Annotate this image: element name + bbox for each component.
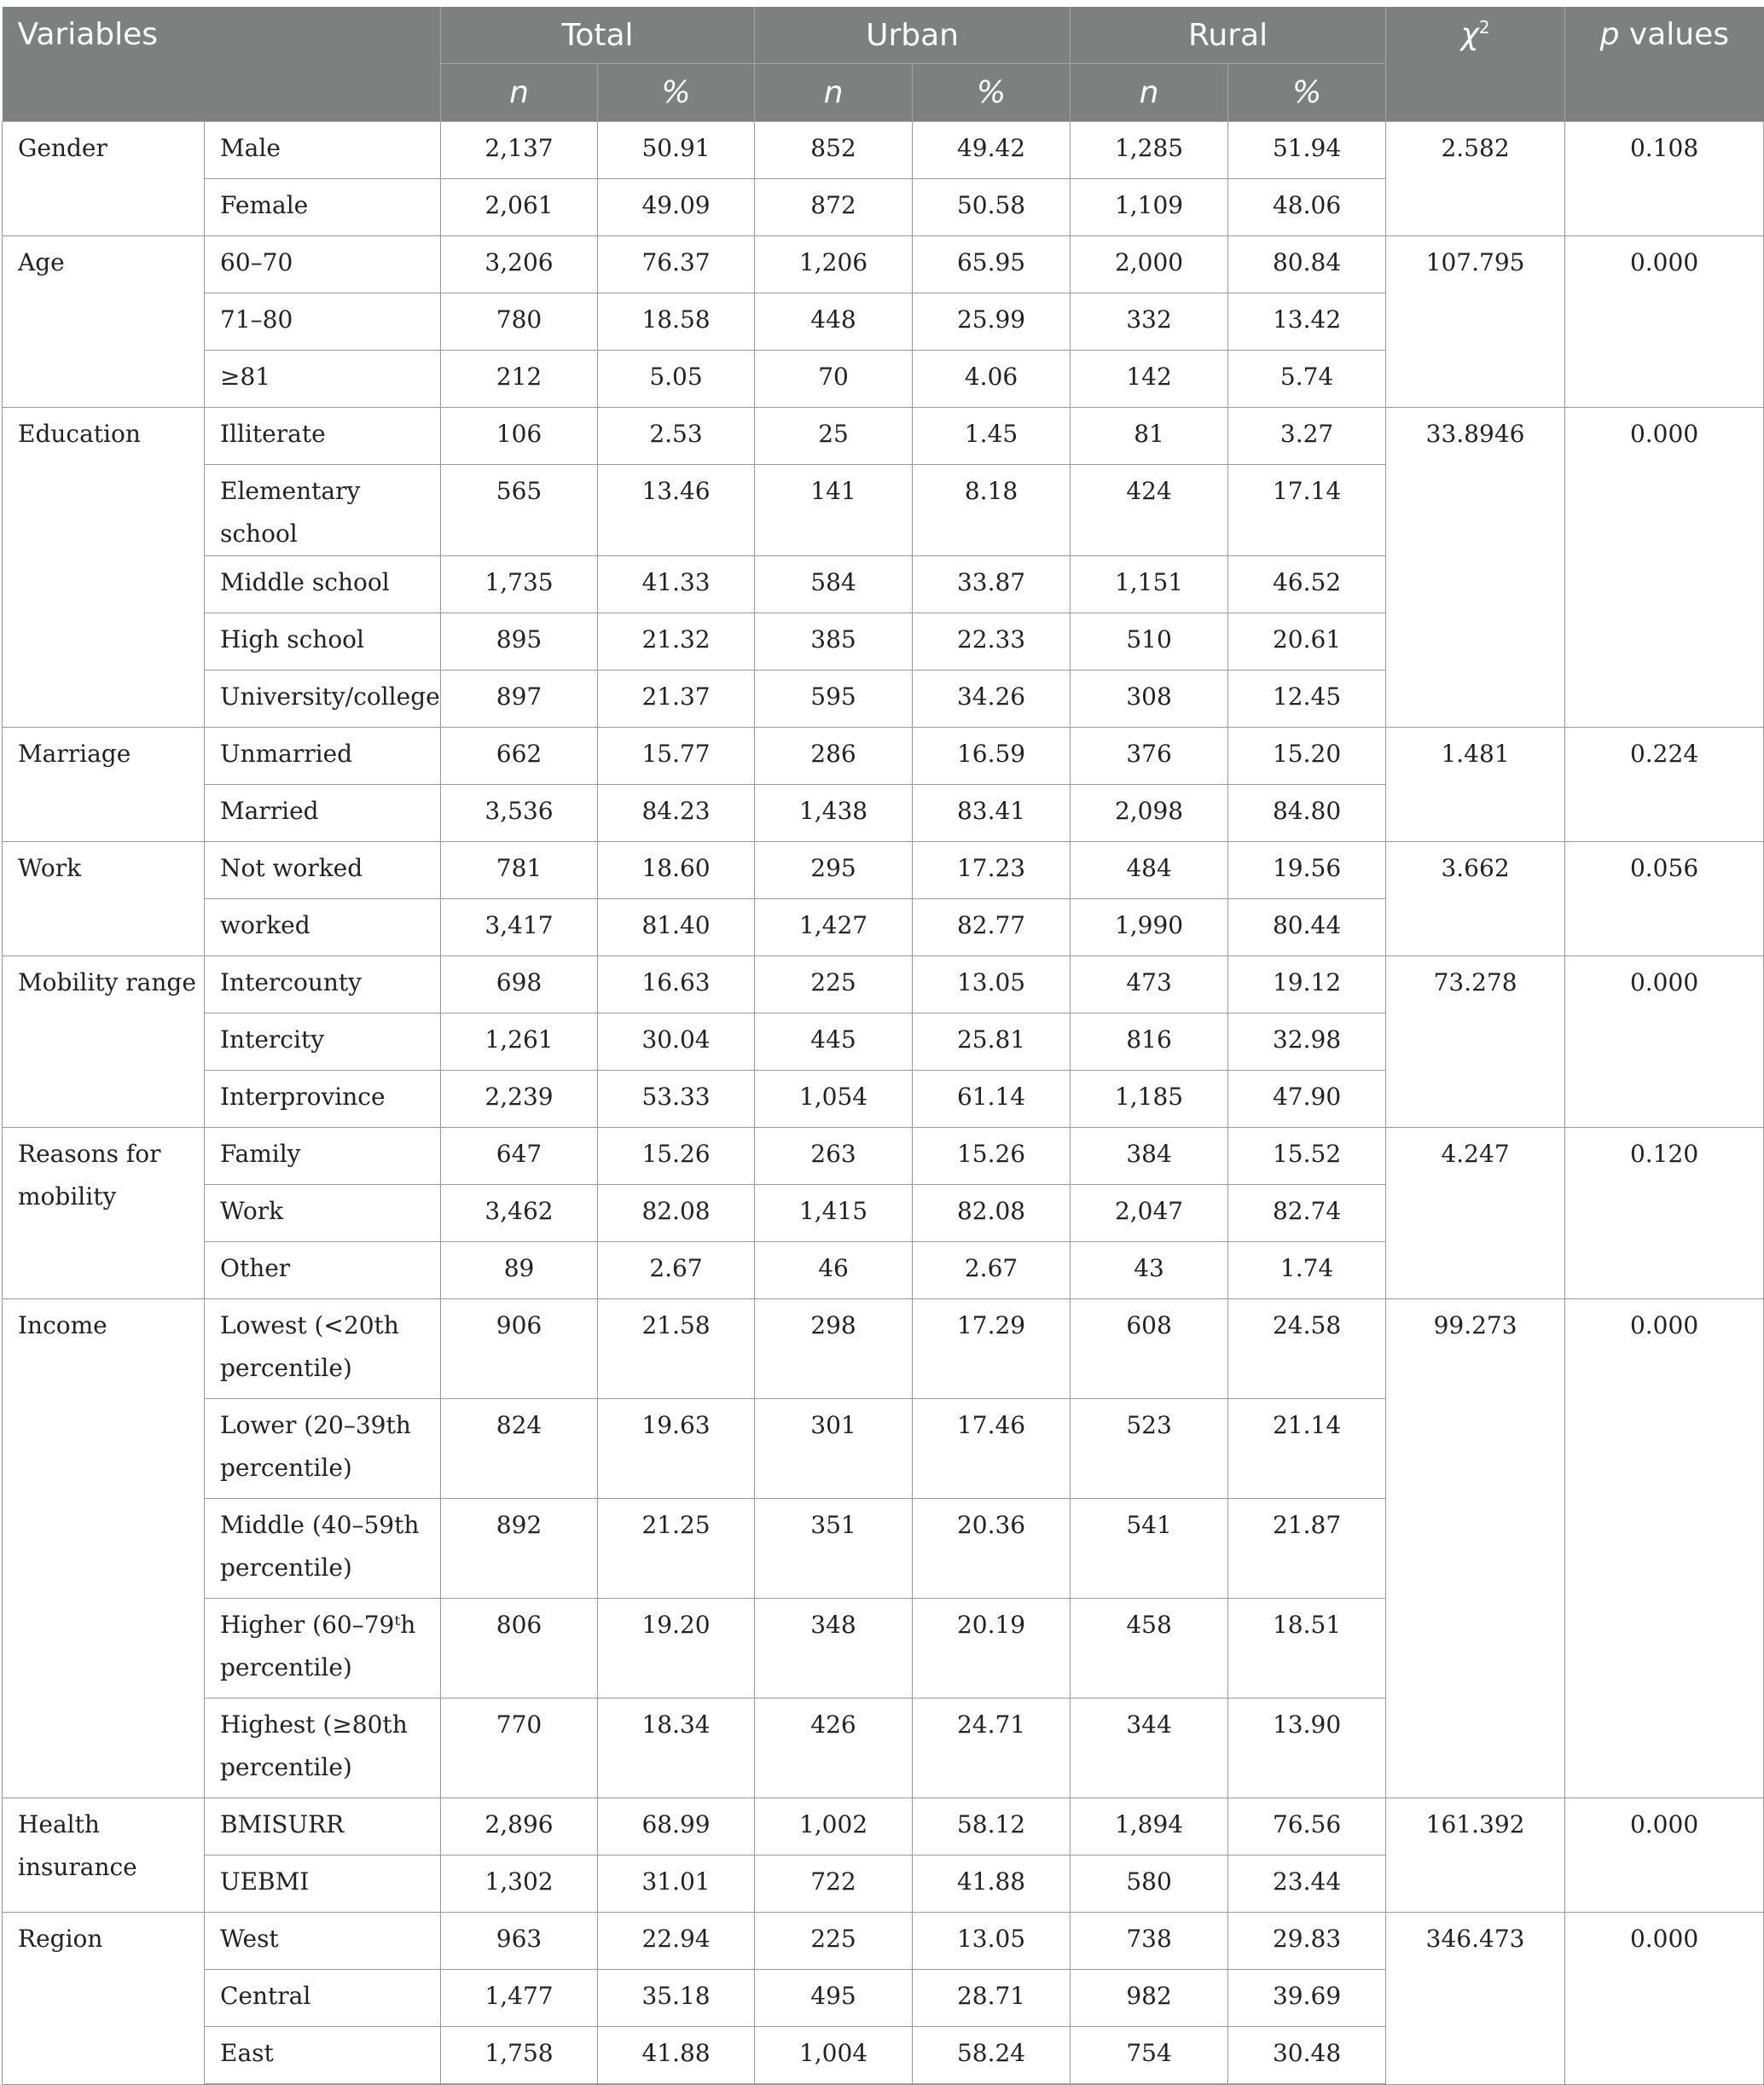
- cell-total-pct: 53.33: [598, 1071, 755, 1128]
- cell-chi-square: 99.273: [1386, 1299, 1565, 1798]
- header-sub-urban-pct: %: [913, 64, 1071, 122]
- variable-level-label: BMISURR: [205, 1798, 441, 1856]
- cell-total-n: 963: [441, 1913, 598, 1970]
- variable-group-name: Gender: [3, 122, 205, 236]
- cell-urban-n: 595: [755, 671, 913, 728]
- cell-urban-n: 445: [755, 1013, 913, 1071]
- cell-urban-n: 351: [755, 1499, 913, 1599]
- variable-level-label: Lower (20–39th percentile): [205, 1399, 441, 1499]
- variable-group-name: Marriage: [3, 728, 205, 842]
- cell-urban-pct: 28.71: [913, 1970, 1071, 2027]
- table-row: [3, 236, 1764, 293]
- cell-total-pct: 18.60: [598, 842, 755, 899]
- cell-total-pct: 21.32: [598, 613, 755, 671]
- cell-urban-n: 70: [755, 351, 913, 408]
- cell-rural-pct: 19.56: [1228, 842, 1386, 899]
- cell-rural-n: 484: [1071, 842, 1228, 899]
- cell-rural-n: 376: [1071, 728, 1228, 785]
- cell-urban-n: 1,415: [755, 1185, 913, 1242]
- cell-urban-pct: 4.06: [913, 351, 1071, 408]
- variable-level-label: Not worked: [205, 842, 441, 899]
- cell-chi-square: 346.473: [1386, 1913, 1565, 2085]
- cell-total-n: 565: [441, 465, 598, 556]
- cell-chi-square: 33.8946: [1386, 408, 1565, 728]
- cell-rural-n: 458: [1071, 1599, 1228, 1699]
- cell-rural-n: 510: [1071, 613, 1228, 671]
- table-body: [3, 122, 1764, 2085]
- cell-rural-n: 81: [1071, 408, 1228, 465]
- cell-urban-pct: 58.24: [913, 2027, 1071, 2085]
- variable-level-label: Work: [205, 1185, 441, 1242]
- cell-urban-n: 872: [755, 179, 913, 236]
- cell-urban-pct: 49.42: [913, 122, 1071, 179]
- cell-rural-pct: 30.48: [1228, 2027, 1386, 2085]
- header-variables: Variables: [3, 7, 441, 122]
- cell-total-pct: 30.04: [598, 1013, 755, 1071]
- cell-urban-pct: 25.81: [913, 1013, 1071, 1071]
- variable-level-label: High school: [205, 613, 441, 671]
- cell-total-pct: 22.94: [598, 1913, 755, 1970]
- cell-chi-square: 73.278: [1386, 956, 1565, 1128]
- variable-group-name: Income: [3, 1299, 205, 1798]
- cell-urban-n: 225: [755, 1913, 913, 1970]
- header-p-values: [1565, 7, 1764, 122]
- table-row: [3, 1299, 1764, 1399]
- variable-level-label: Interprovince: [205, 1071, 441, 1128]
- cell-rural-pct: 51.94: [1228, 122, 1386, 179]
- cell-rural-n: 308: [1071, 671, 1228, 728]
- cell-urban-n: 495: [755, 1970, 913, 2027]
- cell-total-n: 895: [441, 613, 598, 671]
- cell-chi-square: 4.247: [1386, 1128, 1565, 1299]
- cell-rural-pct: 20.61: [1228, 613, 1386, 671]
- cell-total-n: 2,239: [441, 1071, 598, 1128]
- cell-rural-n: 1,990: [1071, 899, 1228, 956]
- cell-urban-pct: 17.46: [913, 1399, 1071, 1499]
- variable-group-name: Mobility range: [3, 956, 205, 1128]
- p-symbol: p: [1599, 17, 1620, 52]
- cell-urban-n: 298: [755, 1299, 913, 1399]
- cell-chi-square: 3.662: [1386, 842, 1565, 956]
- cell-urban-n: 722: [755, 1856, 913, 1913]
- cell-rural-pct: 24.58: [1228, 1299, 1386, 1399]
- cell-rural-pct: 76.56: [1228, 1798, 1386, 1856]
- cell-chi-square: 161.392: [1386, 1798, 1565, 1913]
- cell-total-pct: 21.25: [598, 1499, 755, 1599]
- cell-urban-pct: 15.26: [913, 1128, 1071, 1185]
- header-sub-total-n: n: [441, 64, 598, 122]
- variable-level-label: Intercounty: [205, 956, 441, 1013]
- cell-urban-n: 1,002: [755, 1798, 913, 1856]
- variable-level-label: Other: [205, 1242, 441, 1299]
- cell-urban-pct: 2.67: [913, 1242, 1071, 1299]
- cell-rural-n: 754: [1071, 2027, 1228, 2085]
- variable-level-label: Highest (≥80th percentile): [205, 1699, 441, 1798]
- cell-total-pct: 68.99: [598, 1798, 755, 1856]
- header-sub-rural-pct: %: [1228, 64, 1386, 122]
- cell-rural-pct: 13.90: [1228, 1699, 1386, 1798]
- cell-rural-n: 816: [1071, 1013, 1228, 1071]
- variable-level-label: Elementary school: [205, 465, 441, 556]
- variable-level-label: Middle (40–59th percentile): [205, 1499, 441, 1599]
- cell-rural-pct: 47.90: [1228, 1071, 1386, 1128]
- table-row: [3, 956, 1764, 1013]
- cell-total-n: 770: [441, 1699, 598, 1798]
- variable-level-label: University/college: [205, 671, 441, 728]
- cell-urban-n: 46: [755, 1242, 913, 1299]
- cell-total-n: 662: [441, 728, 598, 785]
- cell-urban-pct: 16.59: [913, 728, 1071, 785]
- cell-total-pct: 49.09: [598, 179, 755, 236]
- cell-urban-n: 1,004: [755, 2027, 913, 2085]
- variable-level-label: 71–80: [205, 293, 441, 351]
- header-sub-total-pct: %: [598, 64, 755, 122]
- cell-total-pct: 18.58: [598, 293, 755, 351]
- cell-urban-pct: 65.95: [913, 236, 1071, 293]
- cell-total-pct: 2.67: [598, 1242, 755, 1299]
- variable-level-label: West: [205, 1913, 441, 1970]
- cell-rural-pct: 80.44: [1228, 899, 1386, 956]
- cell-urban-n: 1,427: [755, 899, 913, 956]
- cell-p-value: 0.000: [1565, 1913, 1764, 2085]
- cell-total-pct: 31.01: [598, 1856, 755, 1913]
- cell-total-pct: 5.05: [598, 351, 755, 408]
- cell-urban-n: 301: [755, 1399, 913, 1499]
- cell-urban-pct: 20.19: [913, 1599, 1071, 1699]
- cell-rural-pct: 84.80: [1228, 785, 1386, 842]
- cell-urban-pct: 22.33: [913, 613, 1071, 671]
- cell-p-value: 0.224: [1565, 728, 1764, 842]
- cell-urban-pct: 17.23: [913, 842, 1071, 899]
- variable-group-name: Work: [3, 842, 205, 956]
- cell-chi-square: 1.481: [1386, 728, 1565, 842]
- variable-level-label: East: [205, 2027, 441, 2085]
- cell-total-n: 106: [441, 408, 598, 465]
- cell-total-n: 1,477: [441, 1970, 598, 2027]
- variable-level-label: Married: [205, 785, 441, 842]
- cell-p-value: 0.000: [1565, 408, 1764, 728]
- variable-group-name: Reasons for mobility: [3, 1128, 205, 1299]
- cell-urban-pct: 24.71: [913, 1699, 1071, 1798]
- cell-rural-n: 608: [1071, 1299, 1228, 1399]
- cell-rural-n: 473: [1071, 956, 1228, 1013]
- cell-urban-n: 1,206: [755, 236, 913, 293]
- cell-urban-pct: 17.29: [913, 1299, 1071, 1399]
- variable-group-name: Health insurance: [3, 1798, 205, 1913]
- cell-total-pct: 2.53: [598, 408, 755, 465]
- table-row: [3, 1798, 1764, 1856]
- cell-total-pct: 18.34: [598, 1699, 755, 1798]
- cell-rural-pct: 21.87: [1228, 1499, 1386, 1599]
- cell-total-pct: 15.26: [598, 1128, 755, 1185]
- variable-level-label: Lowest (<20th percentile): [205, 1299, 441, 1399]
- header-group-urban: Urban: [755, 7, 1071, 64]
- cell-rural-n: 1,894: [1071, 1798, 1228, 1856]
- table-row: [3, 1128, 1764, 1185]
- cell-total-n: 897: [441, 671, 598, 728]
- cell-total-pct: 82.08: [598, 1185, 755, 1242]
- cell-urban-n: 225: [755, 956, 913, 1013]
- table-row: [3, 842, 1764, 899]
- cell-chi-square: 2.582: [1386, 122, 1565, 236]
- cell-rural-n: 1,109: [1071, 179, 1228, 236]
- cell-urban-pct: 41.88: [913, 1856, 1071, 1913]
- cell-urban-n: 385: [755, 613, 913, 671]
- variable-level-label: ≥81: [205, 351, 441, 408]
- cell-rural-n: 2,098: [1071, 785, 1228, 842]
- cell-rural-pct: 32.98: [1228, 1013, 1386, 1071]
- cell-rural-n: 344: [1071, 1699, 1228, 1798]
- cell-rural-pct: 19.12: [1228, 956, 1386, 1013]
- cell-p-value: 0.000: [1565, 236, 1764, 408]
- cell-rural-pct: 46.52: [1228, 556, 1386, 613]
- cell-rural-n: 541: [1071, 1499, 1228, 1599]
- variable-level-label: Middle school: [205, 556, 441, 613]
- cell-rural-n: 2,047: [1071, 1185, 1228, 1242]
- cell-total-n: 647: [441, 1128, 598, 1185]
- cell-total-pct: 21.37: [598, 671, 755, 728]
- cell-total-pct: 21.58: [598, 1299, 755, 1399]
- cell-rural-pct: 5.74: [1228, 351, 1386, 408]
- cell-urban-n: 141: [755, 465, 913, 556]
- cell-rural-n: 982: [1071, 1970, 1228, 2027]
- cell-total-pct: 41.88: [598, 2027, 755, 2085]
- cell-total-n: 806: [441, 1599, 598, 1699]
- cell-total-n: 2,896: [441, 1798, 598, 1856]
- cell-total-n: 698: [441, 956, 598, 1013]
- cell-total-pct: 19.63: [598, 1399, 755, 1499]
- cell-rural-n: 43: [1071, 1242, 1228, 1299]
- cell-total-n: 1,261: [441, 1013, 598, 1071]
- cell-rural-pct: 39.69: [1228, 1970, 1386, 2027]
- cell-total-pct: 35.18: [598, 1970, 755, 2027]
- cell-urban-n: 295: [755, 842, 913, 899]
- cell-rural-pct: 18.51: [1228, 1599, 1386, 1699]
- header-sub-urban-n: n: [755, 64, 913, 122]
- header-group-total: Total: [441, 7, 755, 64]
- variable-level-label: Illiterate: [205, 408, 441, 465]
- cell-p-value: 0.108: [1565, 122, 1764, 236]
- cell-urban-pct: 20.36: [913, 1499, 1071, 1599]
- cell-rural-pct: 82.74: [1228, 1185, 1386, 1242]
- cell-total-n: 3,462: [441, 1185, 598, 1242]
- cell-rural-n: 1,185: [1071, 1071, 1228, 1128]
- variable-level-label: Family: [205, 1128, 441, 1185]
- cell-urban-pct: 25.99: [913, 293, 1071, 351]
- cell-rural-n: 523: [1071, 1399, 1228, 1499]
- cell-total-n: 1,735: [441, 556, 598, 613]
- variable-level-label: 60–70: [205, 236, 441, 293]
- table-row: [3, 122, 1764, 179]
- chi-symbol: χ: [1460, 17, 1479, 52]
- cell-urban-pct: 1.45: [913, 408, 1071, 465]
- cell-chi-square: 107.795: [1386, 236, 1565, 408]
- cell-total-n: 89: [441, 1242, 598, 1299]
- cell-urban-pct: 33.87: [913, 556, 1071, 613]
- cell-urban-pct: 83.41: [913, 785, 1071, 842]
- data-table-container: [2, 7, 1763, 2085]
- cell-total-n: 824: [441, 1399, 598, 1499]
- demographics-table: [2, 7, 1764, 2085]
- cell-p-value: 0.056: [1565, 842, 1764, 956]
- header-sub-rural-n: n: [1071, 64, 1228, 122]
- cell-rural-pct: 1.74: [1228, 1242, 1386, 1299]
- cell-urban-pct: 82.77: [913, 899, 1071, 956]
- table-row: [3, 728, 1764, 785]
- cell-total-pct: 41.33: [598, 556, 755, 613]
- variable-level-label: Male: [205, 122, 441, 179]
- cell-rural-n: 424: [1071, 465, 1228, 556]
- variable-level-label: Central: [205, 1970, 441, 2027]
- variable-level-label: Higher (60–79ᵗh percentile): [205, 1599, 441, 1699]
- cell-urban-pct: 61.14: [913, 1071, 1071, 1128]
- cell-total-n: 906: [441, 1299, 598, 1399]
- cell-total-n: 780: [441, 293, 598, 351]
- cell-rural-pct: 29.83: [1228, 1913, 1386, 1970]
- variable-group-name: Age: [3, 236, 205, 408]
- cell-total-n: 3,417: [441, 899, 598, 956]
- cell-rural-pct: 23.44: [1228, 1856, 1386, 1913]
- cell-rural-n: 580: [1071, 1856, 1228, 1913]
- cell-p-value: 0.120: [1565, 1128, 1764, 1299]
- cell-rural-pct: 80.84: [1228, 236, 1386, 293]
- cell-rural-pct: 12.45: [1228, 671, 1386, 728]
- cell-total-pct: 81.40: [598, 899, 755, 956]
- cell-rural-n: 738: [1071, 1913, 1228, 1970]
- cell-total-n: 781: [441, 842, 598, 899]
- table-row: [3, 1913, 1764, 1970]
- variable-level-label: Female: [205, 179, 441, 236]
- cell-rural-pct: 48.06: [1228, 179, 1386, 236]
- variable-level-label: worked: [205, 899, 441, 956]
- cell-urban-pct: 13.05: [913, 956, 1071, 1013]
- cell-total-pct: 16.63: [598, 956, 755, 1013]
- cell-rural-pct: 15.52: [1228, 1128, 1386, 1185]
- cell-urban-n: 1,438: [755, 785, 913, 842]
- cell-rural-pct: 15.20: [1228, 728, 1386, 785]
- cell-total-pct: 76.37: [598, 236, 755, 293]
- table-row: [3, 408, 1764, 465]
- cell-urban-n: 584: [755, 556, 913, 613]
- cell-urban-n: 25: [755, 408, 913, 465]
- cell-urban-pct: 82.08: [913, 1185, 1071, 1242]
- cell-urban-n: 348: [755, 1599, 913, 1699]
- cell-total-n: 2,061: [441, 179, 598, 236]
- cell-urban-pct: 58.12: [913, 1798, 1071, 1856]
- cell-total-n: 3,206: [441, 236, 598, 293]
- cell-urban-pct: 8.18: [913, 465, 1071, 556]
- cell-rural-n: 332: [1071, 293, 1228, 351]
- cell-rural-n: 142: [1071, 351, 1228, 408]
- variable-level-label: Unmarried: [205, 728, 441, 785]
- cell-total-pct: 19.20: [598, 1599, 755, 1699]
- cell-urban-pct: 50.58: [913, 179, 1071, 236]
- cell-urban-n: 448: [755, 293, 913, 351]
- cell-urban-n: 852: [755, 122, 913, 179]
- cell-p-value: 0.000: [1565, 1798, 1764, 1913]
- cell-total-n: 1,302: [441, 1856, 598, 1913]
- cell-rural-n: 2,000: [1071, 236, 1228, 293]
- cell-rural-pct: 21.14: [1228, 1399, 1386, 1499]
- header-group-rural: Rural: [1071, 7, 1386, 64]
- variable-group-name: Education: [3, 408, 205, 728]
- cell-urban-n: 1,054: [755, 1071, 913, 1128]
- cell-rural-pct: 17.14: [1228, 465, 1386, 556]
- cell-total-n: 2,137: [441, 122, 598, 179]
- p-values-text: values: [1619, 17, 1729, 52]
- chi-superscript: 2: [1478, 17, 1490, 38]
- cell-total-pct: 13.46: [598, 465, 755, 556]
- cell-p-value: 0.000: [1565, 956, 1764, 1128]
- cell-rural-n: 1,285: [1071, 122, 1228, 179]
- cell-rural-n: 384: [1071, 1128, 1228, 1185]
- cell-p-value: 0.000: [1565, 1299, 1764, 1798]
- variable-group-name: Region: [3, 1913, 205, 2085]
- cell-total-pct: 84.23: [598, 785, 755, 842]
- header-chi-square: [1386, 7, 1565, 122]
- cell-urban-pct: 13.05: [913, 1913, 1071, 1970]
- cell-total-n: 3,536: [441, 785, 598, 842]
- cell-total-n: 212: [441, 351, 598, 408]
- table-header: [3, 7, 1764, 122]
- cell-rural-pct: 13.42: [1228, 293, 1386, 351]
- variable-level-label: Intercity: [205, 1013, 441, 1071]
- cell-total-n: 1,758: [441, 2027, 598, 2085]
- cell-urban-n: 286: [755, 728, 913, 785]
- cell-total-pct: 50.91: [598, 122, 755, 179]
- cell-total-n: 892: [441, 1499, 598, 1599]
- cell-rural-pct: 3.27: [1228, 408, 1386, 465]
- cell-urban-n: 426: [755, 1699, 913, 1798]
- cell-rural-n: 1,151: [1071, 556, 1228, 613]
- cell-urban-n: 263: [755, 1128, 913, 1185]
- cell-total-pct: 15.77: [598, 728, 755, 785]
- variable-level-label: UEBMI: [205, 1856, 441, 1913]
- cell-urban-pct: 34.26: [913, 671, 1071, 728]
